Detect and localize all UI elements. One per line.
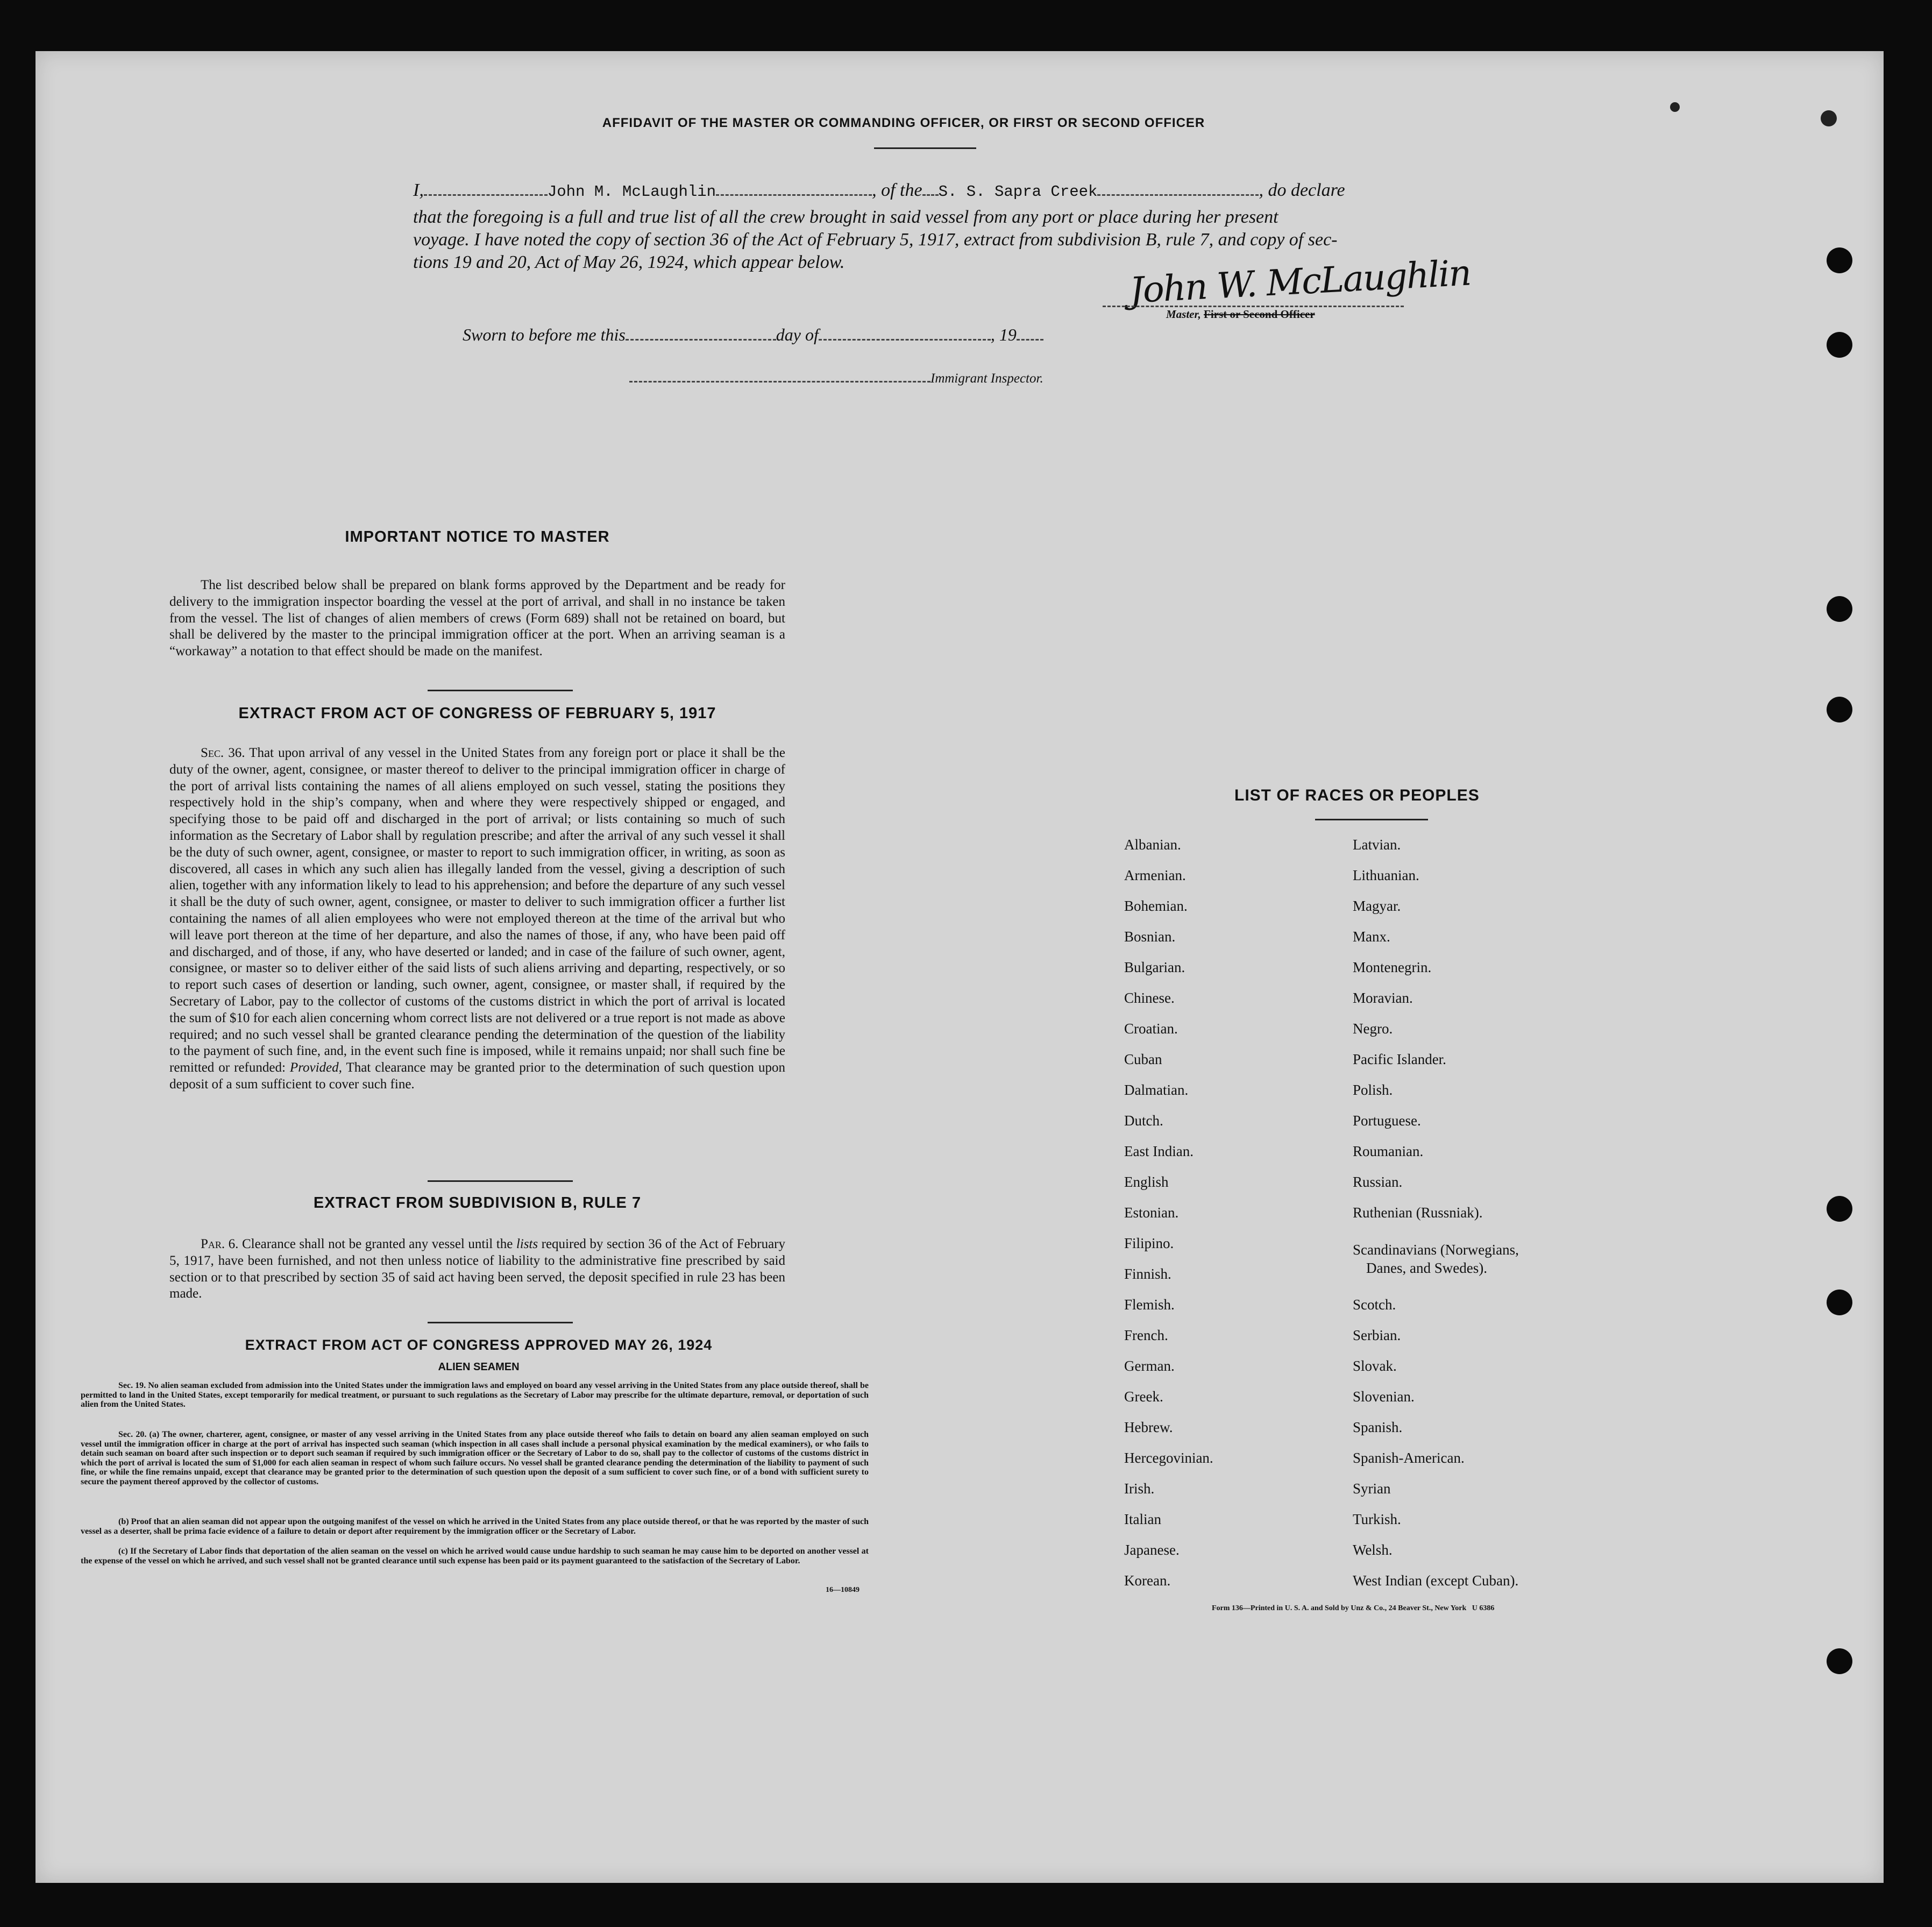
punch-hole [1827,332,1852,358]
race-item: West Indian (except Cuban). [1353,1572,1519,1589]
sec36-label: Sec. 36. [201,746,245,760]
race-item: Manx. [1353,929,1390,945]
affidavit-prefix: I, [413,180,424,200]
race-item: Serbian. [1353,1327,1401,1343]
affidavit-heading: AFFIDAVIT OF THE MASTER OR COMMANDING OFFICER, OR FIRST OR SECOND OFFICER [602,116,1205,130]
race-item: Turkish. [1353,1511,1401,1527]
race-item: Hebrew. [1124,1419,1173,1435]
race-item: Chinese. [1124,990,1175,1006]
alien-seamen-subheading: ALIEN SEAMEN [438,1361,520,1373]
race-item: Roumanian. [1353,1143,1424,1159]
race-item: Bulgarian. [1124,959,1185,975]
race-item: Scandinavians (Norwegians, [1353,1242,1519,1258]
punch-hole [1827,596,1852,622]
inspector-line [629,371,1043,386]
par6-text-b: required by section 36 of the Act of February 5, 1917, have been furnished, and not then unless notice of liability to the administrative fine prescribed by said section or to that prescribed by section 35 of said act having been served, the deposit specified in rule 23 has been made. [169,1237,785,1301]
vessel-name[interactable]: S. S. Sapra Creek [938,183,1098,201]
race-item: Latvian. [1353,837,1401,853]
divider [428,690,573,691]
race-item: Lithuanian. [1353,867,1419,883]
punch-hole [1827,1648,1852,1674]
race-item: Welsh. [1353,1542,1393,1558]
do-declare-label: , do declare [1259,180,1345,200]
race-item: Filipino. [1124,1235,1174,1251]
sworn-prefix: Sworn to before me this [463,325,626,344]
affidavit-line-3: voyage. I have noted the copy of section 36 of the Act of February 5, 1917, extract from subdivision B, rule 7, and copy of sec- [413,230,1338,250]
sworn-year-label: , 19 [990,325,1017,344]
signer-title-master: Master, [1166,308,1204,321]
race-item: Magyar. [1353,898,1401,914]
race-item: Korean. [1124,1572,1171,1589]
sec36-text: That upon arrival of any vessel in the United States from any foreign port or place it shall be the duty of the owner, agent, consignee, or master thereof to deliver to the principal immigration officer in charge of the port of arrival lists containing the names of all aliens employed on such vessel, stating the positions they respectively hold in the ship’s company, when and where they were respectively shipped or engaged, and specifying those to be paid off and discharged in the port of arrival; or lists containing so much of such information as the Secretary of Labor shall by regulation prescribe; and after the arrival of any such vessel it shall be the duty of such owner, agent, consignee, or master to report to such immigration officer, in writing, as soon as discovered, all cases in which any such alien has illegally landed from the vessel, giving a description of such alien, together with any information likely to lead to his apprehension; and before the departure of any such vessel it shall be the duty of such owner, agent, consignee, or master to deliver to such immigration officer a further list containing the names of all alien employees who were not employed thereon at the time of the arrival but who will leave port thereon at the time of her departure, and also the names of those, if any, who have been paid off and discharged, and of those, if any, who have deserted or landed; and in case of the failure of such owner, agent, consignee, or master so to deliver either of the said lists of such aliens arriving and departing, respectively, or so to report such cases of desertion or landing, such owner, agent, consignee, or master shall, if required by the Secretary of Labor, pay to the collector of customs of the customs district in which the port of arrival is located the sum of $10 for each alien concerning whom correct lists are not delivered or a true report is not made as above required; and no such vessel shall be granted clearance pending the determination of the question of the liability to the payment of such fine, and, in the event such fine is imposed, while it remains unpaid; nor shall such fine be remitted or refunded: [169,746,785,1075]
punch-hole [1827,1290,1852,1315]
race-item: English [1124,1174,1169,1190]
divider [874,147,976,149]
race-item: Irish. [1124,1480,1155,1497]
signature-line [1103,306,1404,307]
notice-heading: IMPORTANT NOTICE TO MASTER [345,528,610,545]
extract-rule7-heading: EXTRACT FROM SUBDIVISION B, RULE 7 [313,1194,642,1212]
punch-hole [1827,697,1852,722]
signer-title-struck: First or Second Officer [1204,308,1315,321]
race-item: Croatian. [1124,1021,1178,1037]
race-item: German. [1124,1358,1175,1374]
inspector-label: Immigrant Inspector. [931,371,1043,386]
extract-1924-heading: EXTRACT FROM ACT OF CONGRESS APPROVED MAY 26, 1924 [245,1337,713,1353]
master-name[interactable]: John M. McLaughlin [547,183,716,201]
par6-label: Par. 6. [201,1237,239,1251]
race-item: Polish. [1353,1082,1393,1098]
race-item: Russian. [1353,1174,1403,1190]
inspector-signature-field[interactable] [629,372,931,382]
affidavit-line-4: tions 19 and 20, Act of May 26, 1924, which appear below. [413,252,845,272]
sworn-date-field[interactable] [626,325,776,341]
form-code: 16—10849 [826,1586,860,1594]
race-item: Dalmatian. [1124,1082,1189,1098]
race-item: Bosnian. [1124,929,1176,945]
sec36-provided: Provided, [289,1060,342,1075]
affidavit-line-1 [413,178,1440,205]
par6-lists: lists [516,1237,538,1251]
sec19-text: Sec. 19. No alien seaman excluded from admission into the United States under the immigration laws and employed on board any vessel arriving in the United States from any place outside thereof, shall be permitted to land in the United States, except temporarily for medical treatment, or pursuant to such regulations as the Secretary of Labor may prescribe for the ultimate departure, removal, or deportation of such alien from the United States. [81,1381,869,1409]
sworn-line [463,325,1043,345]
race-item: Ruthenian (Russniak). [1353,1205,1483,1221]
race-item: Pacific Islander. [1353,1051,1446,1067]
extract-rule7-text [169,1236,785,1302]
of-the-label: , of the [872,180,922,200]
printer-footer: Form 136—Printed in U. S. A. and Sold by Unz & Co., 24 Beaver St., New York U 6386 [1212,1604,1495,1612]
race-item: Greek. [1124,1388,1163,1405]
divider [428,1322,573,1323]
punch-hole [1827,1196,1852,1222]
race-item: Albanian. [1124,837,1181,853]
ink-speck [1670,102,1680,112]
race-item: Estonian. [1124,1205,1179,1221]
signature: John W. McLaughlin [1128,252,1472,311]
sec20a-text: Sec. 20. (a) The owner, charterer, agent, consignee, or master of any vessel arriving in the United States from any place outside thereof who fails to detain on board any alien seaman employed on such vessel until the immigration officer in charge at the port of arrival has inspected such seaman (which inspection in all cases shall include a personal physical examination by the medical examiners), or who fails to detain such seaman on board after such inspection or to deport such seaman if required by such immigration officer or the Secretary of Labor to do so, shall pay to the collector of customs of the customs district in which the port of arrival is located the sum of $1,000 for each alien seaman in respect of whom such failure occurs. No vessel shall be granted clearance pending the determination of the liability to payment of such fine, or while the fine remains unpaid, except that clearance may be granted prior to the determination of such question upon the deposit of a sum sufficient to cover such fine, or of a bond with sufficient surety to secure the payment thereof approved by the collector of customs. [81,1430,869,1486]
race-item: Finnish. [1124,1266,1171,1282]
race-item: Japanese. [1124,1542,1180,1558]
sec20c-text: (c) If the Secretary of Labor finds that deportation of the alien seaman on the vessel on which he arrived would cause undue hardship to such seaman he may cause him to be deported on another vessel at the expense of the vessel on which he arrived, and such vessel shall not be granted clearance until such expense has been paid or its payment guaranteed to the satisfaction of the Secretary of Labor. [81,1547,869,1565]
sec36-text-end: That clearance may be granted prior to the determination of such question upon deposit of a sum sufficient to cover such fine. [169,1060,785,1092]
race-item: Bohemian. [1124,898,1188,914]
race-item: Hercegovinian. [1124,1450,1213,1466]
race-item: Cuban [1124,1051,1162,1067]
extract-1917-text [169,745,785,1093]
race-item: Syrian [1353,1480,1391,1497]
signer-title [1166,308,1315,321]
race-item: Scotch. [1353,1297,1396,1313]
divider [1315,819,1428,820]
extract-1917-heading: EXTRACT FROM ACT OF CONGRESS OF FEBRUARY 5, 1917 [238,705,716,722]
race-item: Slovenian. [1353,1388,1415,1405]
race-item: Slovak. [1353,1358,1397,1374]
race-item: Italian [1124,1511,1161,1527]
sworn-day-label: day of [776,325,819,344]
race-item: Moravian. [1353,990,1413,1006]
divider [428,1180,573,1182]
notice-text: The list described below shall be prepared on blank forms approved by the Department and be ready for delivery to the immigration inspector boarding the vessel at the port of arrival, and shall in no instance be taken from the vessel. The list of changes of alien members of crews (Form 689) shall not be retained on board, but shall be delivered by the master to the principal immigration officer at the port. When an arriving seaman is a “workaway” a notation to that effect should be made on the manifest. [169,578,785,659]
race-item: Montenegrin. [1353,959,1432,975]
race-item: Spanish-American. [1353,1450,1465,1466]
ink-speck [1821,110,1837,126]
race-item: Portuguese. [1353,1113,1421,1129]
sec20b-text: (b) Proof that an alien seaman did not appear upon the outgoing manifest of the vessel on which he arrived in the United States from any place outside thereof, or that he was reported by the master of such vessel as a deserter, shall be prima facie evidence of a failure to detain or deport after requirement by the immigration officer or the Secretary of Labor. [81,1517,869,1536]
par6-text-a: Clearance shall not be granted any vessel until the [242,1237,516,1251]
race-item: Armenian. [1124,867,1186,883]
sworn-year-field[interactable] [1017,325,1043,341]
sworn-month-field[interactable] [819,325,991,341]
race-item-continuation: Danes, and Swedes). [1366,1260,1487,1276]
race-item: Flemish. [1124,1297,1175,1313]
race-item: East Indian. [1124,1143,1194,1159]
race-item: Negro. [1353,1021,1393,1037]
race-item: Dutch. [1124,1113,1163,1129]
affidavit-line-2: that the foregoing is a full and true list of all the crew brought in said vessel from any port or place during her present [413,207,1278,227]
races-heading: LIST OF RACES OR PEOPLES [1234,787,1480,804]
punch-hole [1827,247,1852,273]
race-item: Spanish. [1353,1419,1403,1435]
race-item: French. [1124,1327,1168,1343]
